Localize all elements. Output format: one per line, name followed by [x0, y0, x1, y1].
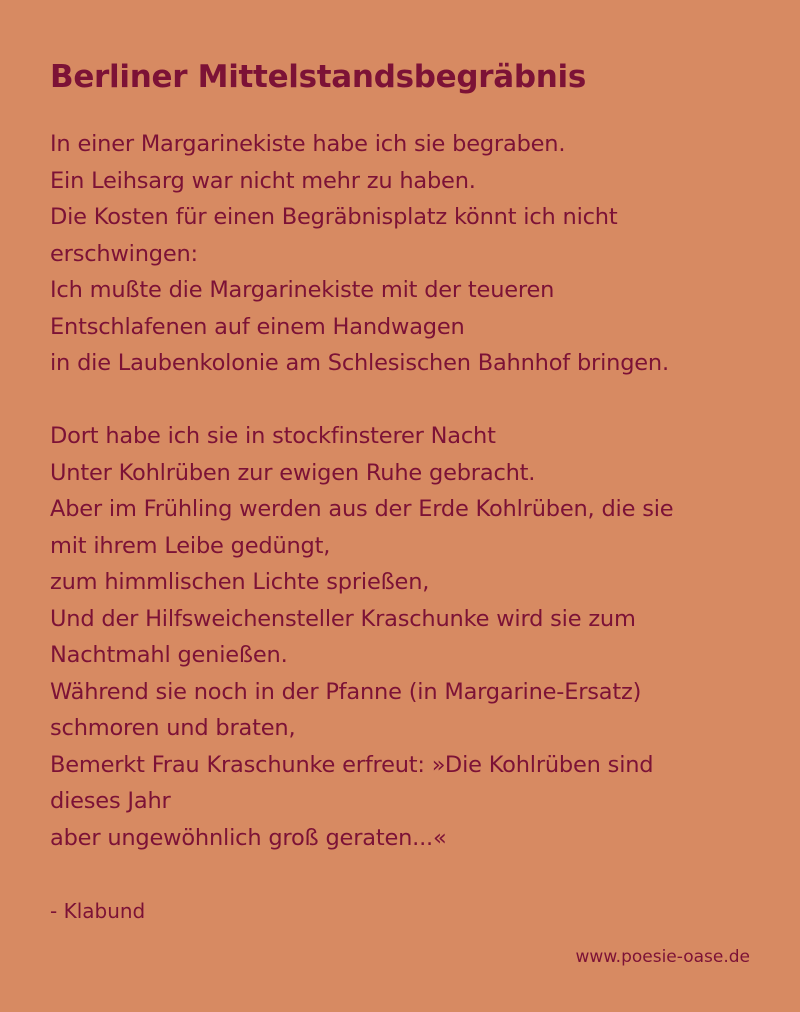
poem-line: dieses Jahr: [50, 788, 171, 814]
poem-line: Während sie noch in der Pfanne (in Margarine-Ersatz): [50, 678, 642, 705]
poem-line: Unter Kohlrüben zur ewigen Ruhe gebracht.: [50, 459, 536, 486]
poem-title: Berliner Mittelstandsbegräbnis: [50, 59, 586, 95]
poem-line: Ein Leihsarg war nicht mehr zu haben.: [50, 167, 476, 194]
poem-line: Bemerkt Frau Kraschunke erfreut: »Die Kohlrüben sind: [50, 751, 654, 778]
poem-line: aber ungewöhnlich groß geraten...«: [50, 824, 447, 851]
poem-body: [50, 126, 770, 856]
poem-line: In einer Margarinekiste habe ich sie begraben.: [50, 131, 566, 157]
poem-line: erschwingen:: [50, 240, 198, 267]
poem-line: Nachtmahl genießen.: [50, 642, 288, 668]
poem-line: Ich mußte die Margarinekiste mit der teueren: [50, 277, 555, 303]
poem-line: Entschlafenen auf einem Handwagen: [50, 313, 465, 340]
poem-line: zum himmlischen Lichte sprießen,: [50, 569, 430, 595]
poem-line: mit ihrem Leibe gedüngt,: [50, 532, 331, 559]
poem-line: Und der Hilfsweichensteller Kraschunke wird sie zum: [50, 605, 636, 632]
stanza-2: [50, 418, 770, 856]
poem-line: schmoren und braten,: [50, 715, 296, 741]
stanza-1: [50, 126, 770, 382]
poem-line: Die Kosten für einen Begräbnisplatz könnt ich nicht: [50, 204, 618, 230]
poem-line: Dort habe ich sie in stockfinsterer Nacht: [50, 423, 496, 449]
poem-line: in die Laubenkolonie am Schlesischen Bahnhof bringen.: [50, 350, 669, 376]
website-url: www.poesie-oase.de: [575, 947, 750, 967]
poem-author: - Klabund: [50, 899, 146, 923]
poem-line: Aber im Frühling werden aus der Erde Kohlrüben, die sie: [50, 496, 674, 522]
